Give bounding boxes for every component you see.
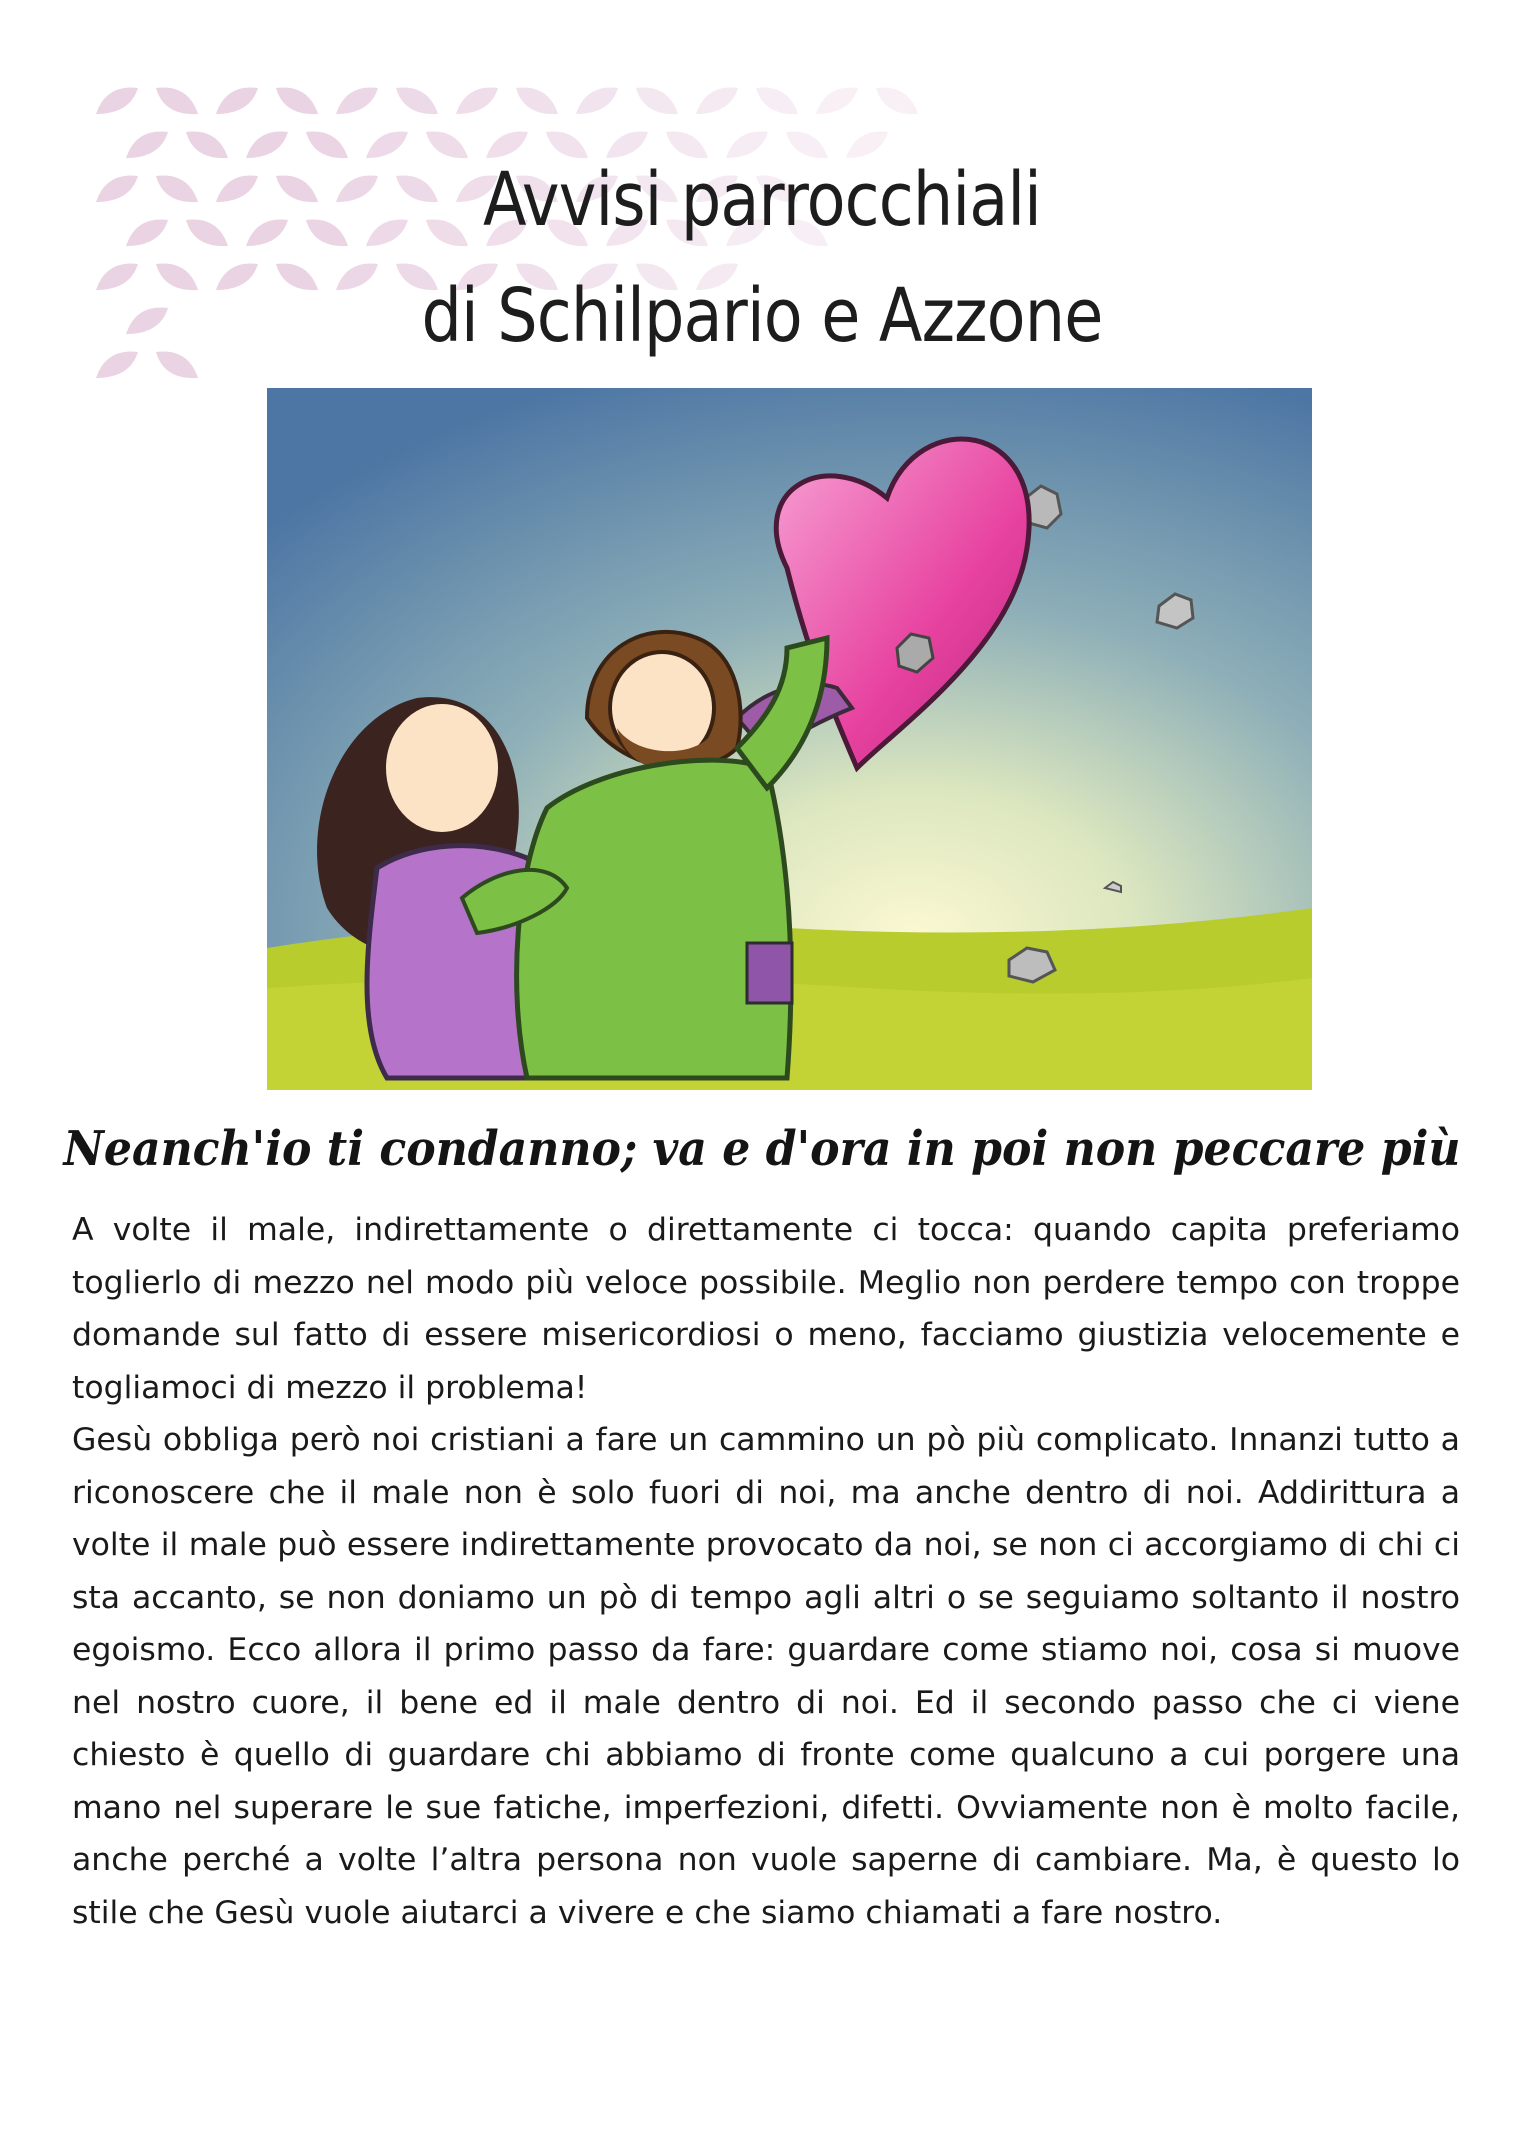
article-paragraph-2: Gesù obbliga però noi cristiani a fare un cammino un pò più complicato. Innanzi tutto a riconoscere che il male non è solo fuori di noi, ma anche dentro di noi. Addirittura a volte il male può essere indirettamente provocato da noi, se non ci accorgiamo di chi ci sta accanto, se non doniamo un pò di tempo agli altri o se seguiamo soltanto il nostro egoismo. Ecco allora il primo passo da fare: guardare come stiamo noi, cosa si muove nel nostro cuore, il bene ed il male dentro di noi. Ed il secondo passo che ci viene chiesto è quello di guardare chi abbiamo di fronte come qualcuno a cui porgere una mano nel superare le sue fatiche, imperfezioni, difetti. Ovviamente non è molto facile, anche perché a volte l’altra persona non vuole saperne di cambiare. Ma, è questo lo stile che Gesù vuole aiutarci a vivere e che siamo chiamati a fare nostro.: [72, 1422, 1460, 1931]
jesus-heart-illustration: [267, 388, 1312, 1090]
article-body: [72, 1204, 1460, 1939]
title-line-1: Avvisi parrocchiali: [482, 157, 1042, 243]
title-line-2: di Schilpario e Azzone: [421, 273, 1103, 359]
article-paragraph-1: A volte il male, indirettamente o direttamente ci tocca: quando capita preferiamo toglierlo di mezzo nel modo più veloce possibile. Meglio non perdere tempo con troppe domande sul fatto di essere misericordiosi o meno, facciamo giustizia velocemente e togliamoci di mezzo il problema!: [72, 1212, 1460, 1406]
article-heading: Neanch'io ti condanno; va e d'ora in poi non peccare più: [63, 1121, 1461, 1177]
page-title: [107, 142, 1418, 374]
